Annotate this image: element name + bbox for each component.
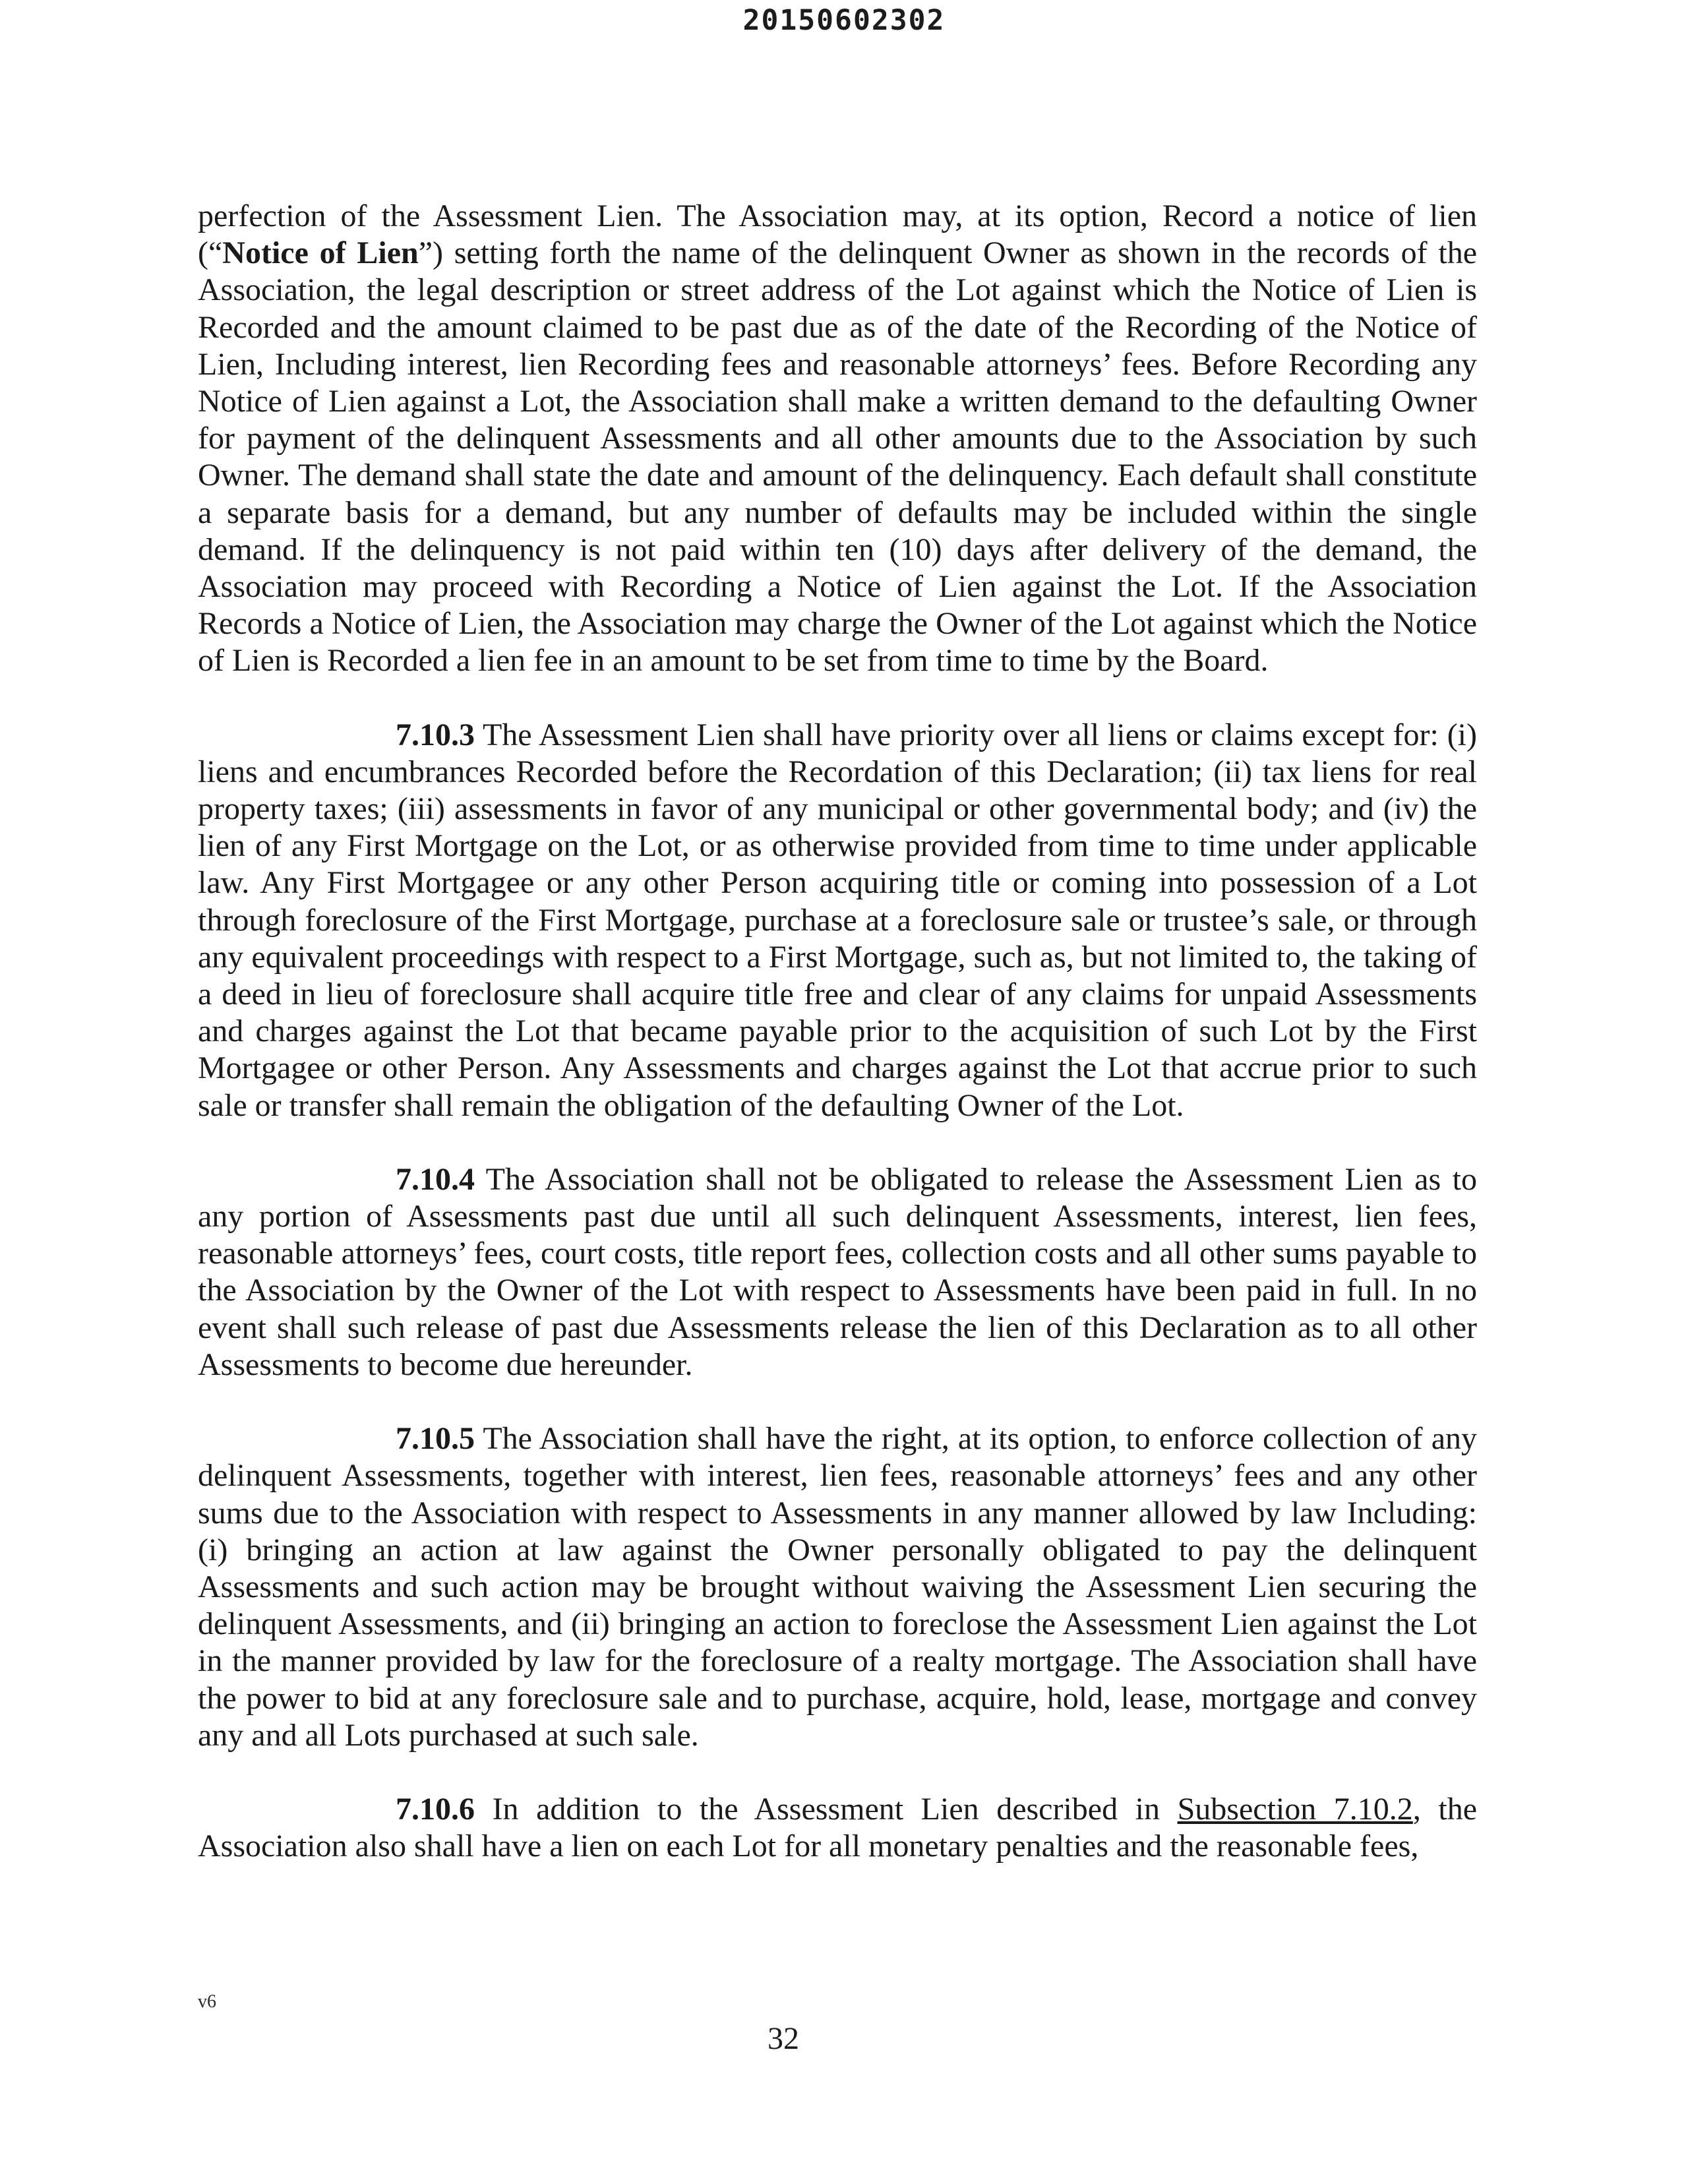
document-number: 20150602302 (742, 4, 946, 37)
section-text: The Assessment Lien shall have priority over all liens or claims except for: (i) liens and encumbrances Recorded before the Recordation of this Declaration; (ii) tax liens for real property taxes; (iii) assessments in favor of any municipal or other governmental body; and (iv) the lien of any First Mortgage on the Lot, or as otherwise provided from time to time under applicable law. Any First Mortgagee or any other Person acquiring title or coming into possession of a Lot through foreclosure of the First Mortgage, purchase at a foreclosure sale or trustee’s sale, or through any equivalent proceedings with respect to a First Mortgage, such as, but not limited to, the taking of a deed in lieu of foreclosure shall acquire title free and clear of any claims for unpaid Assessments and charges against the Lot that became payable prior to the acquisition of such Lot by the First Mortgagee or other Person. Any Assessments and charges against the Lot that accrue prior to such sale or transfer shall remain the obligation of the defaulting Owner of the Lot. (198, 717, 1477, 1123)
section-text: The Association shall not be obligated to release the Assessment Lien as to any portion of Assessments past due until all such delinquent Assessments, interest, lien fees, reasonable attorneys’ fees, court costs, title report fees, collection costs and all other sums payable to the Association by the Owner of the Lot with respect to Assessments have been paid in full. In no event shall such release of past due Assessments release the lien of this Declaration as to all other Assessments to become due hereunder. (198, 1161, 1477, 1382)
section-text: In addition to the Assessment Lien described in (475, 1791, 1178, 1827)
section-number: 7.10.4 (396, 1161, 475, 1197)
paragraph-text: ”) setting forth the name of the delinquent Owner as shown in the records of the Association, the legal description or street address of the Lot against which the Notice of Lien is Recorded and the amount claimed to be past due as of the date of the Recording of the Notice of Lien, Including interest, lien Recording fees and reasonable attorneys’ fees. Before Recording any Notice of Lien against a Lot, the Association shall make a written demand to the defaulting Owner for payment of the delinquent Assessments and all other amounts due to the Association by such Owner. The demand shall state the date and amount of the delinquency. Each default shall constitute a separate basis for a demand, but any number of defaults may be included within the single demand. If the delinquency is not paid within ten (10) days after delivery of the demand, the Association may proceed with Recording a Notice of Lien against the Lot. If the Association Records a Notice of Lien, the Association may charge the Owner of the Lot against which the Notice of Lien is Recorded a lien fee in an amount to be set from time to time by the Board. (198, 235, 1477, 679)
subsection-reference: Subsection 7.10.2 (1177, 1791, 1413, 1827)
section-7-10-6 (198, 1791, 1477, 1865)
paragraph-text: perfection of the Assessment Lien. The Association may, at its option, Record a notice of lien (“ (198, 198, 1477, 271)
section-text: , the Association also shall have a lien on each Lot for all monetary penalties and the reasonable fees, (198, 1791, 1478, 1864)
defined-term-notice-of-lien: Notice of Lien (222, 235, 419, 271)
page-number: 32 (768, 2021, 799, 2056)
paragraph-lien-perfection (198, 198, 1477, 680)
section-7-10-4 (198, 1161, 1477, 1383)
section-7-10-5 (198, 1420, 1477, 1754)
document-body (198, 198, 1477, 1902)
section-7-10-3 (198, 717, 1477, 1124)
section-number: 7.10.6 (396, 1791, 475, 1827)
section-number: 7.10.3 (396, 717, 475, 752)
section-text: The Association shall have the right, at its option, to enforce collection of any delinquent Assessments, together with interest, lien fees, reasonable attorneys’ fees and any other sums due to the Association with respect to Assessments in any manner allowed by law Including: (i) bringing an action at law against the Owner personally obligated to pay the delinquent Assessments and such action may be brought without waiving the Assessment Lien securing the delinquent Assessments, and (ii) bringing an action to foreclose the Assessment Lien against the Lot in the manner provided by law for the foreclosure of a realty mortgage. The Association shall have the power to bid at any foreclosure sale and to purchase, acquire, hold, lease, mortgage and convey any and all Lots purchased at such sale. (198, 1421, 1477, 1753)
footer-version: v6 (198, 1991, 216, 2012)
section-number: 7.10.5 (396, 1421, 475, 1457)
